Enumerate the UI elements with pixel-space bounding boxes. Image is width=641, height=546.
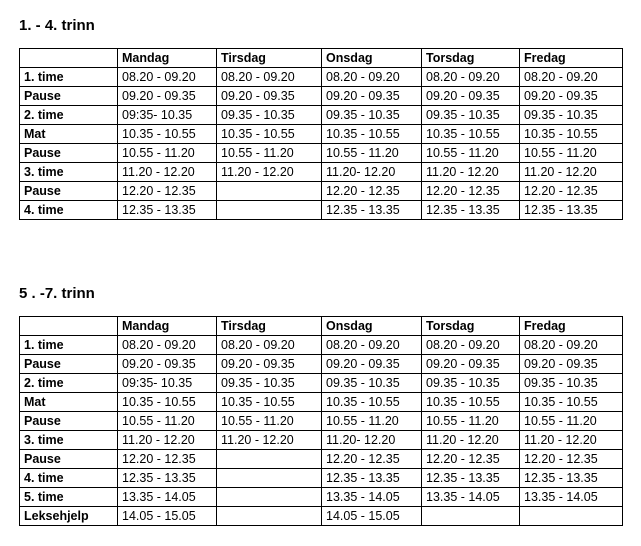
table-row <box>20 106 623 125</box>
time-cell <box>217 450 322 469</box>
table-row <box>20 87 623 106</box>
table-row <box>20 68 623 87</box>
table-body <box>20 68 623 220</box>
time-cell: 12.20 - 12.35 <box>118 182 217 201</box>
time-cell: 13.35 - 14.05 <box>118 488 217 507</box>
time-cell: 08.20 - 09.20 <box>520 336 623 355</box>
time-cell: 09:35- 10.35 <box>118 374 217 393</box>
table-row <box>20 144 623 163</box>
time-cell: 09.35 - 10.35 <box>322 106 422 125</box>
section-title-grades-1-4: 1. - 4. trinn <box>19 17 95 34</box>
day-header: Onsdag <box>322 317 422 336</box>
time-cell: 10.55 - 11.20 <box>322 412 422 431</box>
time-cell <box>520 507 623 526</box>
time-cell: 11.20 - 12.20 <box>520 431 623 450</box>
time-cell: 11.20 - 12.20 <box>118 431 217 450</box>
time-cell: 09.35 - 10.35 <box>422 374 520 393</box>
day-header: Mandag <box>118 317 217 336</box>
time-cell: 09.20 - 09.35 <box>422 355 520 374</box>
time-cell: 10.35 - 10.55 <box>422 125 520 144</box>
period-label: Leksehjelp <box>20 507 118 526</box>
time-cell: 10.35 - 10.55 <box>217 125 322 144</box>
table-row <box>20 355 623 374</box>
period-label: Pause <box>20 144 118 163</box>
time-cell: 10.55 - 11.20 <box>422 144 520 163</box>
time-cell: 09.35 - 10.35 <box>520 374 623 393</box>
time-cell: 10.35 - 10.55 <box>520 125 623 144</box>
time-cell: 10.35 - 10.55 <box>520 393 623 412</box>
table-row <box>20 201 623 220</box>
time-cell: 09.20 - 09.35 <box>520 355 623 374</box>
time-cell: 09.20 - 09.35 <box>217 355 322 374</box>
time-cell: 12.35 - 13.35 <box>322 469 422 488</box>
time-cell: 12.20 - 12.35 <box>118 450 217 469</box>
time-cell: 09.20 - 09.35 <box>118 355 217 374</box>
table-body <box>20 336 623 526</box>
time-cell: 12.20 - 12.35 <box>422 182 520 201</box>
time-cell: 12.20 - 12.35 <box>322 182 422 201</box>
day-header: Onsdag <box>322 49 422 68</box>
time-cell: 10.35 - 10.55 <box>217 393 322 412</box>
table-row <box>20 374 623 393</box>
time-cell <box>217 201 322 220</box>
time-cell: 12.20 - 12.35 <box>520 450 623 469</box>
time-cell: 08.20 - 09.20 <box>118 68 217 87</box>
time-cell: 10.35 - 10.55 <box>118 393 217 412</box>
day-header: Tirsdag <box>217 49 322 68</box>
header-row <box>20 317 623 336</box>
table-row <box>20 412 623 431</box>
time-cell: 10.35 - 10.55 <box>118 125 217 144</box>
schedule-table-grades-1-4 <box>19 48 623 220</box>
time-cell: 08.20 - 09.20 <box>217 336 322 355</box>
time-cell: 09.35 - 10.35 <box>322 374 422 393</box>
period-label: Mat <box>20 393 118 412</box>
time-cell: 09:35- 10.35 <box>118 106 217 125</box>
day-header: Tirsdag <box>217 317 322 336</box>
time-cell <box>217 182 322 201</box>
schedule-table-grades-5-7 <box>19 316 623 526</box>
time-cell: 12.20 - 12.35 <box>422 450 520 469</box>
time-cell: 09.35 - 10.35 <box>217 106 322 125</box>
time-cell: 08.20 - 09.20 <box>422 336 520 355</box>
time-cell: 12.20 - 12.35 <box>322 450 422 469</box>
corner-cell <box>20 317 118 336</box>
time-cell: 08.20 - 09.20 <box>217 68 322 87</box>
day-header: Torsdag <box>422 49 520 68</box>
period-label: Mat <box>20 125 118 144</box>
day-header: Mandag <box>118 49 217 68</box>
time-cell <box>217 507 322 526</box>
time-cell: 10.55 - 11.20 <box>422 412 520 431</box>
period-label: Pause <box>20 450 118 469</box>
time-cell: 12.35 - 13.35 <box>118 469 217 488</box>
table-row <box>20 431 623 450</box>
time-cell: 11.20 - 12.20 <box>422 431 520 450</box>
table-row <box>20 125 623 144</box>
time-cell: 10.55 - 11.20 <box>322 144 422 163</box>
time-cell: 10.55 - 11.20 <box>217 144 322 163</box>
time-cell: 09.20 - 09.35 <box>217 87 322 106</box>
time-cell <box>217 488 322 507</box>
time-cell: 10.55 - 11.20 <box>118 412 217 431</box>
time-cell <box>422 507 520 526</box>
time-cell: 08.20 - 09.20 <box>422 68 520 87</box>
time-cell: 11.20 - 12.20 <box>118 163 217 182</box>
table-row <box>20 182 623 201</box>
table-header <box>20 49 623 68</box>
period-label: 4. time <box>20 469 118 488</box>
time-cell: 11.20 - 12.20 <box>217 431 322 450</box>
time-cell: 10.55 - 11.20 <box>217 412 322 431</box>
time-cell: 11.20- 12.20 <box>322 163 422 182</box>
period-label: 3. time <box>20 431 118 450</box>
time-cell: 08.20 - 09.20 <box>520 68 623 87</box>
table-row <box>20 450 623 469</box>
time-cell: 11.20 - 12.20 <box>422 163 520 182</box>
table-row <box>20 507 623 526</box>
time-cell: 10.55 - 11.20 <box>520 144 623 163</box>
time-cell: 10.55 - 11.20 <box>118 144 217 163</box>
time-cell: 13.35 - 14.05 <box>322 488 422 507</box>
corner-cell <box>20 49 118 68</box>
time-cell: 09.35 - 10.35 <box>520 106 623 125</box>
time-cell: 12.35 - 13.35 <box>520 469 623 488</box>
period-label: Pause <box>20 412 118 431</box>
period-label: 4. time <box>20 201 118 220</box>
table-header <box>20 317 623 336</box>
period-label: 5. time <box>20 488 118 507</box>
day-header: Fredag <box>520 317 623 336</box>
table-row <box>20 469 623 488</box>
time-cell: 09.20 - 09.35 <box>422 87 520 106</box>
day-header: Torsdag <box>422 317 520 336</box>
time-cell: 09.20 - 09.35 <box>322 87 422 106</box>
section-title-grades-5-7: 5 . -7. trinn <box>19 285 95 302</box>
time-cell: 08.20 - 09.20 <box>118 336 217 355</box>
time-cell: 09.20 - 09.35 <box>520 87 623 106</box>
time-cell: 12.20 - 12.35 <box>520 182 623 201</box>
table-row <box>20 488 623 507</box>
time-cell: 09.20 - 09.35 <box>322 355 422 374</box>
period-label: 1. time <box>20 68 118 87</box>
time-cell: 09.35 - 10.35 <box>422 106 520 125</box>
time-cell: 12.35 - 13.35 <box>118 201 217 220</box>
period-label: 2. time <box>20 106 118 125</box>
table-row <box>20 336 623 355</box>
header-row <box>20 49 623 68</box>
time-cell <box>217 469 322 488</box>
time-cell: 10.35 - 10.55 <box>422 393 520 412</box>
period-label: 2. time <box>20 374 118 393</box>
period-label: Pause <box>20 87 118 106</box>
time-cell: 12.35 - 13.35 <box>422 469 520 488</box>
day-header: Fredag <box>520 49 623 68</box>
time-cell: 09.20 - 09.35 <box>118 87 217 106</box>
time-cell: 10.35 - 10.55 <box>322 393 422 412</box>
time-cell: 11.20 - 12.20 <box>217 163 322 182</box>
period-label: 3. time <box>20 163 118 182</box>
period-label: 1. time <box>20 336 118 355</box>
time-cell: 08.20 - 09.20 <box>322 336 422 355</box>
time-cell: 12.35 - 13.35 <box>322 201 422 220</box>
time-cell: 11.20 - 12.20 <box>520 163 623 182</box>
time-cell: 13.35 - 14.05 <box>422 488 520 507</box>
time-cell: 12.35 - 13.35 <box>520 201 623 220</box>
table-row <box>20 393 623 412</box>
time-cell: 11.20- 12.20 <box>322 431 422 450</box>
time-cell: 14.05 - 15.05 <box>322 507 422 526</box>
time-cell: 10.35 - 10.55 <box>322 125 422 144</box>
time-cell: 12.35 - 13.35 <box>422 201 520 220</box>
period-label: Pause <box>20 182 118 201</box>
time-cell: 09.35 - 10.35 <box>217 374 322 393</box>
time-cell: 13.35 - 14.05 <box>520 488 623 507</box>
time-cell: 10.55 - 11.20 <box>520 412 623 431</box>
time-cell: 08.20 - 09.20 <box>322 68 422 87</box>
time-cell: 14.05 - 15.05 <box>118 507 217 526</box>
period-label: Pause <box>20 355 118 374</box>
table-row <box>20 163 623 182</box>
